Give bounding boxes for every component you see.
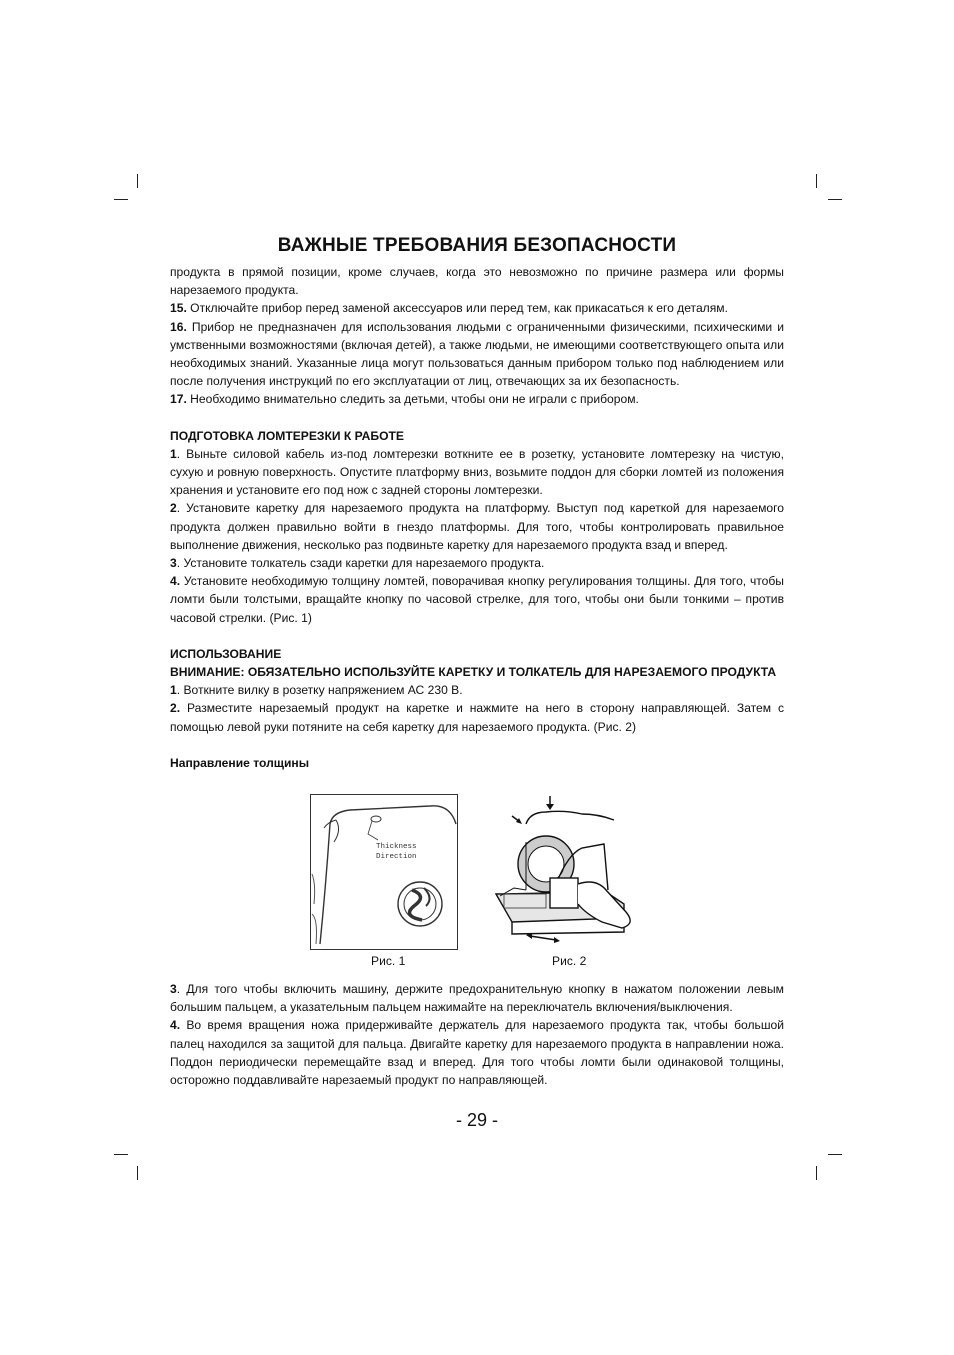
figures [170,794,784,980]
list-item [170,699,784,735]
list-item [170,318,784,391]
item-number: 4. [170,574,181,589]
list-item [170,554,784,572]
intro-paragraph: продукта в прямой позиции, кроме случаев, когда это невозможно по причине размера или формы нарезаемого продукта. [170,265,784,298]
item-text: Необходимо внимательно следить за детьми, чтобы они не играли с прибором. [186,392,639,407]
item-number: 2 [170,501,177,516]
crop-mark [114,1154,128,1155]
figure-2-caption: Рис. 2 [552,954,587,969]
list-item [170,1016,784,1089]
list-item [170,445,784,500]
item-text: Отключайте прибор перед заменой аксессуаров или перед тем, как прикасаться к его деталям. [186,301,728,316]
item-text: . Воткните вилку в розетку напряжением АС 230 В. [176,683,463,698]
list-item [170,681,784,699]
item-number: 2. [170,701,181,716]
list-item [170,390,784,408]
fig1-label-line2: Direction [376,853,417,862]
subheading: Направление толщины [170,755,310,770]
item-text: . Установите толкатель сзади каретки для нарезаемого продукта. [176,556,545,571]
item-number: 3 [170,556,177,571]
item-number: 4. [170,1018,181,1033]
item-text: Прибор не предназначен для использования людьми с ограниченными физическими, психическими и умственными возможностями (включая детей), а также людьми, не имеющими соответствующего опыта или необходимых знаний. Указанные лица могут пользоваться данным прибором только под наблюдением или после получения инструкций по его эксплуатации от лиц, отвечающих за их безопасность. [170,319,784,389]
list-item [170,980,784,1016]
crop-mark [816,174,817,188]
item-number: 1 [170,683,177,698]
item-text: Установите необходимую толщину ломтей, поворачивая кнопку регулирования толщины. Для того, чтобы ломти были толстыми, вращайте кнопку по часовой стрелке, для того, чтобы они были тонкими – против часовой стрелки. (Рис. 1) [170,574,784,625]
page-number: - 29 - [455,1110,498,1130]
crop-mark [114,199,128,200]
section-heading-prep: ПОДГОТОВКА ЛОМТЕРЕЗКИ К РАБОТЕ [170,428,404,443]
item-text: . Для того чтобы включить машину, держите предохранительную кнопку в нажатом положении левым большим пальцем, а указательным пальцем нажимайте на переключатель включения/выключения. [170,982,784,1015]
section-heading-usage: ИСПОЛЬЗОВАНИЕ [170,646,282,661]
crop-mark [137,174,138,188]
crop-mark [828,199,842,200]
page-title: ВАЖНЫЕ ТРЕБОВАНИЯ БЕЗОПАСНОСТИ [277,235,677,256]
page-content [170,235,784,1089]
item-text: . Установите каретку для нарезаемого продукта на платформу. Выступ под кареткой для нарезаемого продукта должен правильно войти в гнездо платформы. Для того, чтобы контролировать правильное выполнение движения, несколько раз подвиньте каретку для нарезаемого продукта взад и вперед. [170,501,784,552]
list-item [170,299,784,317]
figure-1-knob [310,794,458,950]
item-number: 3 [170,982,177,997]
item-text: Во время вращения ножа придерживайте держатель для нарезаемого продукта так, чтобы большой палец находился за защитой для пальца. Двигайте каретку для нарезаемого продукта в направлении ножа. Поддон периодически перемещайте взад и вперед. Для того чтобы ломти были одинаковой толщины, осторожно поддавливайте нарезаемый продукт по направляющей. [170,1018,784,1088]
crop-mark [137,1166,138,1180]
figure-2-slicer [486,794,646,950]
list-item [170,499,784,554]
item-text: Разместите нарезаемый продукт на каретке и нажмите на него в сторону направляющей. Затем с помощью левой руки потяните на себя каретку для нарезаемого продукта. (Рис. 2) [170,701,784,734]
crop-mark [816,1166,817,1180]
item-number: 17. [170,392,187,407]
crop-mark [828,1154,842,1155]
fig1-label-line1: Thickness [376,843,417,852]
item-number: 16. [170,319,187,334]
warning-heading: ВНИМАНИЕ: ОБЯЗАТЕЛЬНО ИСПОЛЬЗУЙТЕ КАРЕТКУ И ТОЛКАТЕЛЬ ДЛЯ НАРЕЗАЕМОГО ПРОДУКТА [170,665,777,680]
item-text: . Выньте силовой кабель из-под ломтерезки воткните ее в розетку, установите ломтерезку на чистую, сухую и ровную поверхность. Опустите платформу вниз, возьмите поддон для сборки ломтей из положения хранения и установите его под нож с задней стороны ломтерезки. [170,446,784,498]
figure-1-caption: Рис. 1 [371,954,406,969]
list-item [170,572,784,627]
item-number: 15. [170,301,187,316]
item-number: 1 [170,446,177,461]
